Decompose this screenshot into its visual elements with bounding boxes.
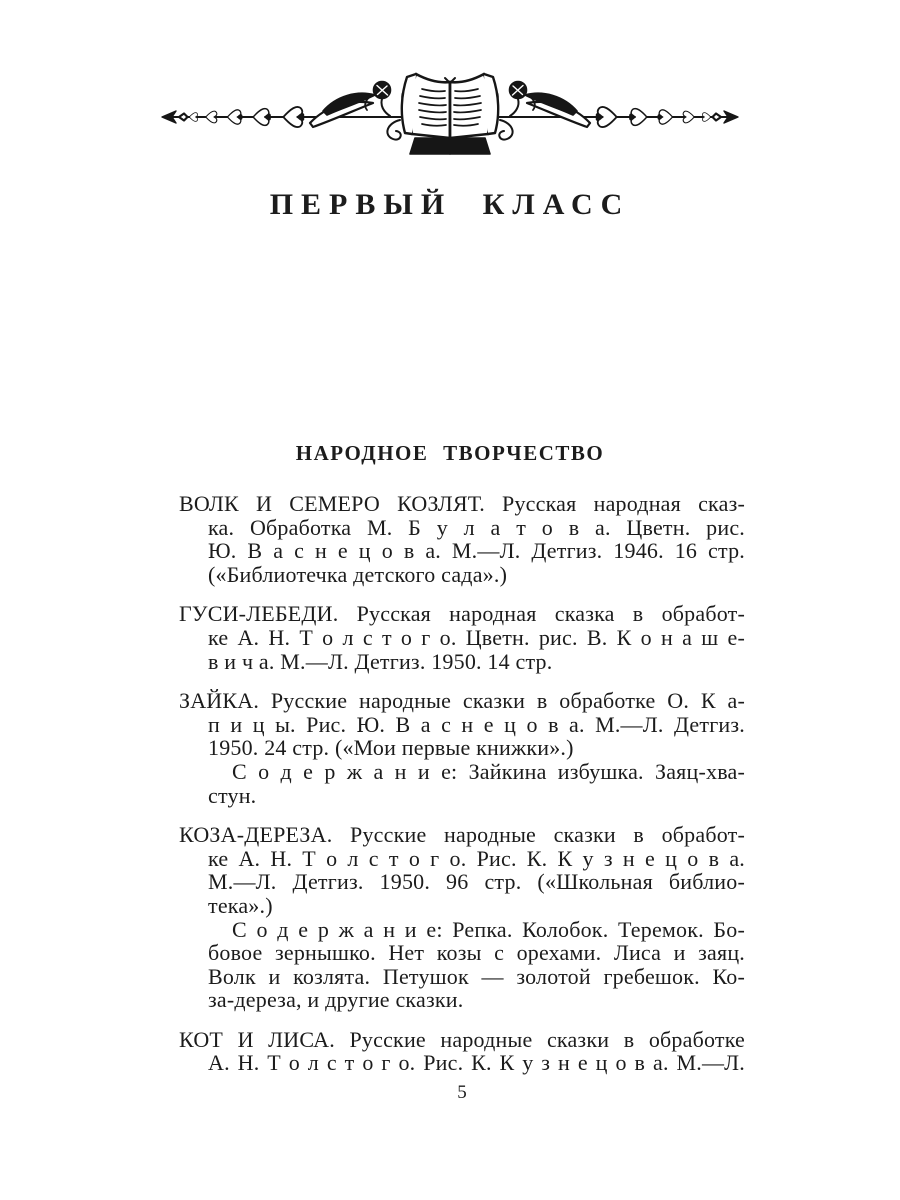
entry-line: п и ц ы. Рис. Ю. В а с н е ц о в а. М.—Л. Детгиз. [208, 711, 745, 737]
entry-line: стун. [208, 782, 257, 808]
bibliography-entry [179, 492, 745, 586]
bibliography-entry [179, 1028, 745, 1075]
bibliography-entry [179, 823, 745, 1012]
entry-line: КОТ И ЛИСА. Русские народные сказки в обработке [179, 1026, 745, 1052]
entry-line: С о д е р ж а н и е: Репка. Колобок. Теремок. Бо- [232, 916, 745, 942]
entry-line: М.—Л. Детгиз. 1950. 96 стр. («Школьная библио- [208, 869, 745, 895]
entry-line: («Библиотечка детского сада».) [208, 561, 508, 587]
entry-line: ГУСИ-ЛЕБЕДИ. Русская народная сказка в обработ- [179, 601, 745, 627]
entry-line: ЗАЙКА. Русские народные сказки в обработке О. К а- [179, 688, 745, 714]
entry-line: ке А. Н. Т о л с т о г о. Рис. К. К у з н е ц о в а. [208, 845, 745, 871]
entry-line: ке А. Н. Т о л с т о г о. Цветн. рис. В. К о н а ш е- [208, 624, 745, 650]
bibliography-entries [179, 492, 745, 1075]
entry-line: Волк и козлята. Петушок — золотой гребешок. Ко- [208, 963, 745, 989]
bibliography-entry [179, 602, 745, 673]
open-book-ornament-icon [158, 62, 742, 162]
entry-line: ВОЛК И СЕМЕРО КОЗЛЯТ. Русская народная сказ- [179, 491, 745, 516]
page-title: ПЕРВЫЙ КЛАСС [269, 188, 631, 221]
entry-line: С о д е р ж а н и е: Зайкина избушка. Заяц-хва- [232, 758, 745, 784]
entry-line: бовое зернышко. Нет козы с орехами. Лиса и заяц. [208, 940, 745, 966]
entry-line: в и ч а. М.—Л. Детгиз. 1950. 14 стр. [208, 648, 553, 674]
bibliography-entry [179, 689, 745, 807]
entry-line: тека».) [208, 892, 273, 918]
entry-line: ка. Обработка М. Б у л а т о в а. Цветн. рис. [208, 514, 745, 540]
entry-line: КОЗА-ДЕРЕЗА. Русские народные сказки в обработ- [179, 822, 745, 848]
page-number: 5 [457, 1082, 467, 1104]
entry-line: А. Н. Т о л с т о г о. Рис. К. К у з н е ц о в а. М.—Л. [208, 1050, 745, 1076]
entry-line: 1950. 24 стр. («Мои первые книжки».) [208, 735, 574, 761]
entry-line: Ю. В а с н е ц о в а. М.—Л. Детгиз. 1946. 16 стр. [208, 538, 745, 564]
section-heading: НАРОДНОЕ ТВОРЧЕСТВО [295, 441, 605, 465]
entry-line: за-дереза, и другие сказки. [208, 987, 464, 1013]
